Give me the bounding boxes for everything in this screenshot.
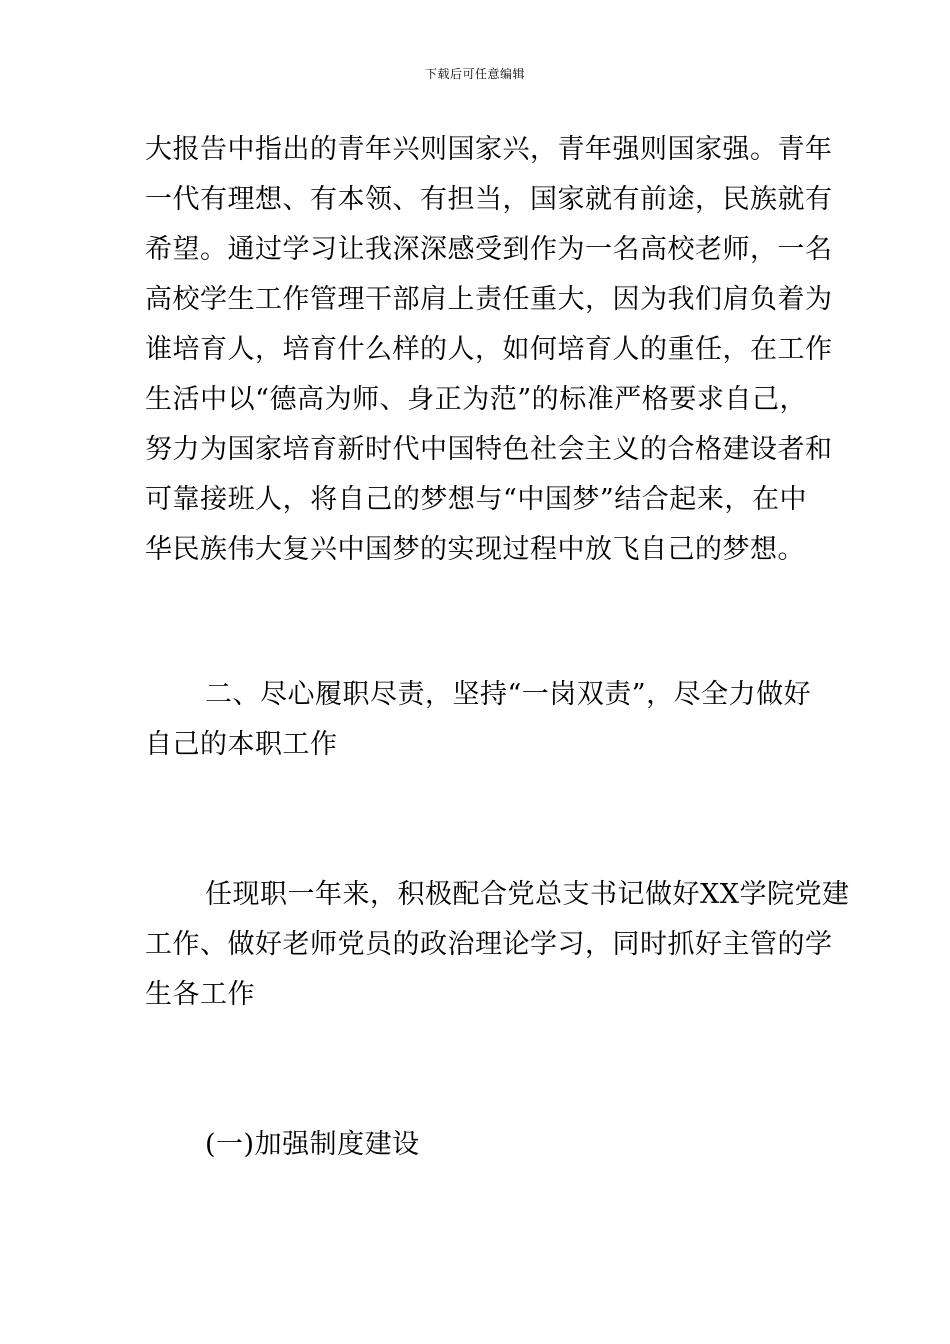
text-line: 可靠接班人，将自己的梦想与“中国梦”结合起来，在中 — [145, 484, 807, 515]
text-line: 一代有理想、有本领、有担当，国家就有前途，民族就有 — [145, 184, 833, 215]
heading-line: (一)加强制度建设 — [205, 1129, 420, 1160]
heading-line: 自己的本职工作 — [145, 729, 338, 760]
text-line: 高校学生工作管理干部肩上责任重大，因为我们肩负着为 — [145, 284, 833, 315]
subsection-heading-system — [145, 1120, 807, 1170]
text-line: 生活中以“德高为师、身正为范”的标准严格要求自己， — [145, 384, 807, 415]
paragraph-spacer — [145, 770, 807, 870]
section-heading-duties — [145, 670, 812, 770]
text-line: 任现职一年来，积极配合党总支书记做好XX学院党建 — [205, 879, 850, 910]
paragraph-spacer — [145, 575, 807, 670]
text-line: 工作、做好老师党员的政治理论学习，同时抓好主管的学 — [145, 929, 833, 960]
paragraph-youth-report — [145, 125, 833, 575]
paragraph-spacer — [145, 1020, 807, 1120]
heading-line: 二、尽心履职尽责，坚持“一岗双责”，尽全力做好 — [205, 679, 812, 710]
text-line: 希望。通过学习让我深深感受到作为一名高校老师，一名 — [145, 234, 833, 265]
text-line: 谁培育人，培育什么样的人，如何培育人的重任，在工作 — [145, 334, 833, 365]
text-line: 华民族伟大复兴中国梦的实现过程中放飞自己的梦想。 — [145, 534, 805, 565]
document-body — [145, 125, 850, 1170]
text-line: 努力为国家培育新时代中国特色社会主义的合格建设者和 — [145, 434, 833, 465]
page-header-note: 下载后可任意编辑 — [424, 67, 525, 81]
text-line: 大报告中指出的青年兴则国家兴，青年强则国家强。青年 — [145, 134, 833, 165]
paragraph-current-post — [145, 870, 850, 1020]
text-line: 生各工作 — [145, 979, 255, 1010]
